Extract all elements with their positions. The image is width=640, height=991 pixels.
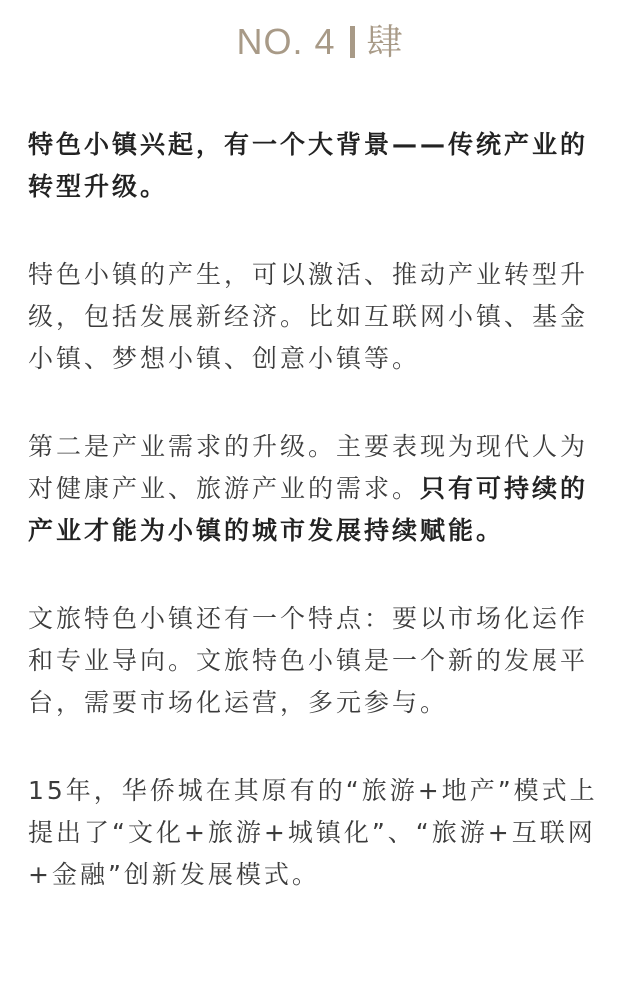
heading-divider — [350, 26, 355, 58]
paragraph-demand — [28, 426, 614, 552]
section-chinese-numeral: 肆 — [366, 21, 404, 62]
article-body — [28, 124, 614, 896]
paragraph-demand-text: 第二是产业需求的升级。主要表现为现代人为对健康产业、旅游产业的需求。 — [28, 432, 589, 503]
paragraph-examples: 特色小镇的产生，可以激活、推动产业转型升级，包括发展新经济。比如互联网小镇、基金小镇、梦想小镇、创意小镇等。 — [28, 260, 589, 373]
section-heading — [0, 18, 640, 66]
paragraph-oct-model: 15年，华侨城在其原有的“旅游+地产”模式上提出了“文化+旅游+城镇化”、“旅游+互联网+金融”创新发展模式。 — [28, 776, 598, 889]
paragraph-demand-emphasis: 只有可持续的产业才能为小镇的城市发展持续赋能。 — [28, 474, 589, 545]
section-number: NO. 4 — [236, 21, 336, 62]
paragraph-feature: 文旅特色小镇还有一个特点：要以市场化运作和专业导向。文旅特色小镇是一个新的发展平台，需要市场化运营，多元参与。 — [28, 604, 589, 717]
paragraph-intro: 特色小镇兴起，有一个大背景——传统产业的转型升级。 — [28, 130, 589, 201]
